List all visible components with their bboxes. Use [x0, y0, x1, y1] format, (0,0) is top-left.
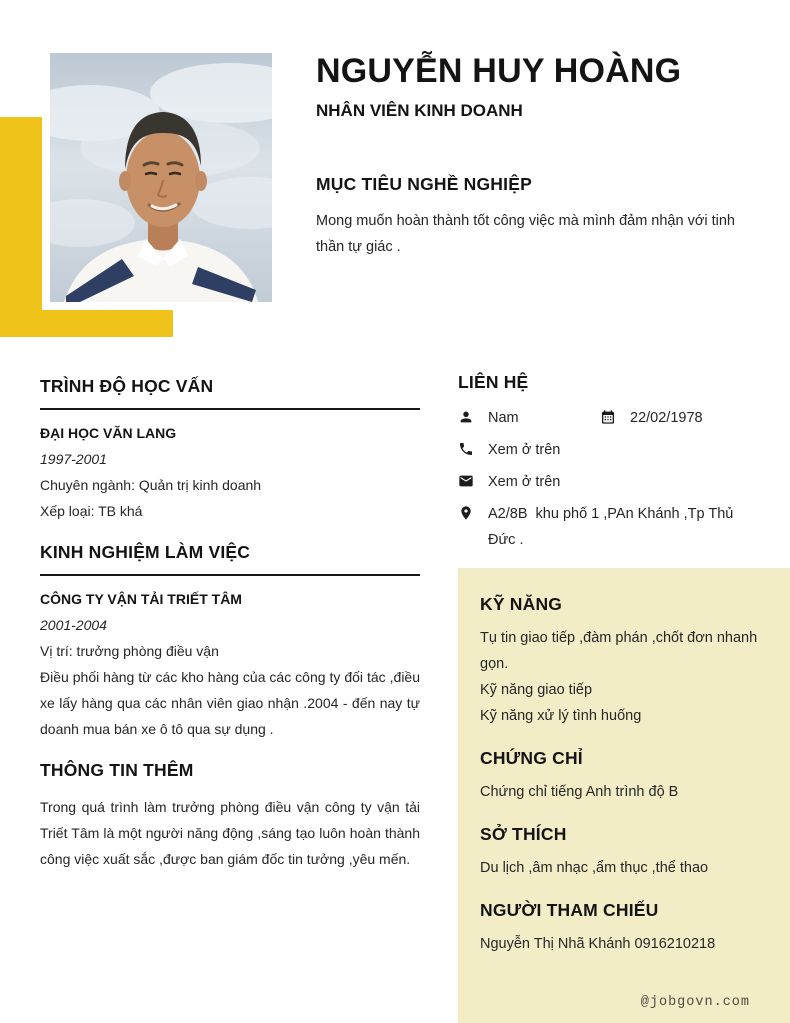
experience-title: KINH NGHIỆM LÀM VIỆC: [40, 538, 420, 576]
education-title: TRÌNH ĐỘ HỌC VẤN: [40, 372, 420, 410]
experience-position: Vị trí: trưởng phòng điều vận: [40, 643, 219, 659]
section-objective: [316, 170, 764, 260]
contact-title: LIÊN HỆ: [458, 372, 529, 392]
education-major: Chuyên ngành: Quản trị kinh doanh: [40, 477, 262, 493]
watermark: @jobgovn.com: [640, 995, 750, 1010]
section-additional-info: [40, 756, 420, 872]
yellow-accent-vertical-bar: [0, 117, 42, 337]
person-name: NGUYỄN HUY HOÀNG: [316, 52, 682, 90]
education-grade: Xếp loại: TB khá: [40, 503, 143, 519]
contact-address-value: A2/8B khu phố 1 ,PAn Khánh ,Tp Thủ Đức .: [488, 506, 738, 548]
section-certificates: [480, 744, 770, 805]
section-hobbies: [480, 820, 770, 881]
contact-row-address: [458, 501, 758, 553]
email-icon: [458, 473, 474, 489]
phone-icon: [458, 441, 474, 457]
yellow-accent-horizontal-bar: [0, 310, 173, 337]
contact-row-email: [458, 469, 758, 495]
calendar-icon: [600, 409, 616, 425]
contact-section: [458, 368, 758, 559]
person-role: NHÂN VIÊN KINH DOANH: [316, 101, 523, 120]
certificate-item: Chứng chỉ tiếng Anh trình độ B: [480, 784, 679, 800]
objective-text: Mong muốn hoàn thành tốt công việc mà mình đảm nhận với tinh thần tự giác .: [316, 213, 735, 255]
left-column: [40, 372, 420, 872]
hobbies-text: Du lịch ,âm nhạc ,ẩm thục ,thể thao: [480, 860, 709, 876]
experience-period: 2001-2004: [40, 617, 107, 633]
header-block: [316, 50, 766, 123]
additional-info-text: Trong quá trình làm trưởng phòng điều vận công ty vận tải Triết Tâm là một người năng động ,sáng tạo luôn hoàn thành công việc xuất sắc ,được ban giám đốc tin tưởng ,yêu mến.: [40, 799, 420, 867]
contact-gender-value: Nam: [488, 410, 519, 426]
section-experience: [40, 538, 420, 742]
contact-gender-pair: [458, 405, 600, 431]
education-period: 1997-2001: [40, 451, 107, 467]
references-title: NGƯỜI THAM CHIẾU: [480, 900, 659, 920]
contact-dob-value: 22/02/1978: [630, 410, 703, 426]
profile-photo-illustration: [50, 53, 272, 302]
objective-title: MỤC TIÊU NGHỀ NGHIỆP: [316, 174, 532, 194]
section-references: [480, 896, 770, 957]
side-panel: [458, 568, 790, 1023]
experience-company: CÔNG TY VẬN TẢI TRIẾT TÂM: [40, 591, 242, 607]
contact-row-phone: [458, 437, 758, 463]
hobbies-title: SỞ THÍCH: [480, 824, 567, 844]
location-pin-icon: [458, 505, 474, 521]
certificates-title: CHỨNG CHỈ: [480, 748, 583, 768]
profile-photo: [50, 53, 272, 302]
experience-description: Điều phối hàng từ các kho hàng của các công ty đối tác ,điều xe lấy hàng qua các nhân viên giao nhận .2004 - đến nay tự doanh mua bán xe ô tô qua sự dụng .: [40, 669, 420, 737]
contact-row-gender-dob: [458, 405, 758, 431]
skill-item: Kỹ năng xử lý tình huống: [480, 708, 642, 724]
section-skills: [480, 590, 770, 729]
person-icon: [458, 409, 474, 425]
education-school: ĐẠI HỌC VĂN LANG: [40, 425, 177, 441]
section-education: [40, 372, 420, 524]
additional-info-title: THÔNG TIN THÊM: [40, 760, 194, 780]
contact-dob-pair: [600, 405, 742, 431]
skills-title: KỸ NĂNG: [480, 594, 563, 614]
skill-item: Tụ tin giao tiếp ,đàm phán ,chốt đơn nhanh gọn.: [480, 630, 758, 672]
skill-item: Kỹ năng giao tiếp: [480, 682, 593, 698]
references-text: Nguyễn Thị Nhã Khánh 0916210218: [480, 936, 716, 952]
contact-phone-value: Xem ở trên: [488, 442, 561, 458]
contact-email-value: Xem ở trên: [488, 474, 561, 490]
